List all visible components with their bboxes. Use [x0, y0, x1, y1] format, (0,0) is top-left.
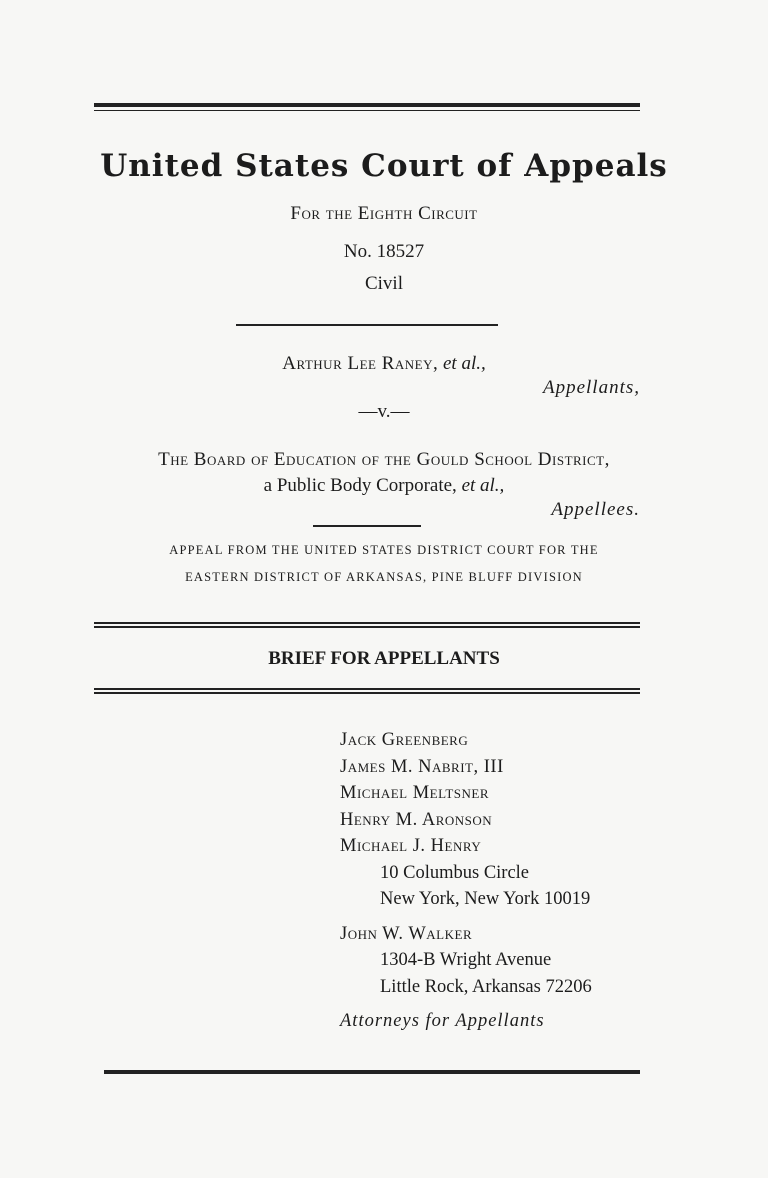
appellee-name: The Board of Education of the Gould School District,: [158, 449, 610, 470]
divider-1: [236, 324, 498, 326]
top-rule: [94, 103, 640, 107]
attorney-role: Attorneys for Appellants: [340, 1011, 545, 1031]
appellant-line: [0, 353, 768, 375]
appeal-line-1: APPEAL FROM THE UNITED STATES DISTRICT COURT FOR THE: [169, 543, 599, 557]
versus: —v.—: [358, 401, 410, 422]
appellant-name: Arthur Lee Raney,: [282, 353, 439, 374]
appellee-etal: et al.,: [461, 475, 505, 496]
attorney-name: Henry M. Aronson: [340, 809, 493, 830]
appeal-line-2: EASTERN DISTRICT OF ARKANSAS, PINE BLUFF DIVISION: [185, 570, 583, 584]
address-line: 1304-B Wright Avenue: [380, 950, 552, 970]
appellee-line2-wrap: [0, 475, 768, 497]
attorney-name: James M. Nabrit, III: [340, 756, 504, 777]
attorney-name: Jack Greenberg: [340, 730, 469, 750]
brief-rule-bottom: [94, 688, 640, 694]
brief-rule-top: [94, 622, 640, 628]
appellant-role: Appellants,: [542, 377, 640, 398]
appellee-role: Appellees.: [551, 499, 640, 520]
address-line: New York, New York 10019: [380, 889, 591, 909]
address-line: 10 Columbus Circle: [380, 862, 530, 883]
divider-2: [313, 525, 421, 527]
attorney-block: [340, 727, 592, 1035]
appellant-etal: et al.,: [443, 353, 486, 374]
attorney-name: Michael Meltsner: [340, 783, 490, 803]
attorney-name: Michael J. Henry: [340, 836, 482, 856]
appellee-line2: a Public Body Corporate,: [263, 475, 457, 496]
circuit-line: For the Eighth Circuit: [290, 203, 478, 224]
address-line: Little Rock, Arkansas 72206: [380, 976, 592, 997]
attorney-name: John W. Walker: [340, 923, 473, 944]
case-type: Civil: [364, 273, 403, 294]
court-title: United States Court of Appeals: [100, 148, 668, 184]
bottom-rule: [104, 1070, 640, 1074]
case-number: No. 18527: [343, 241, 425, 262]
top-rule-thin: [94, 110, 640, 111]
brief-title: BRIEF FOR APPELLANTS: [268, 648, 500, 669]
